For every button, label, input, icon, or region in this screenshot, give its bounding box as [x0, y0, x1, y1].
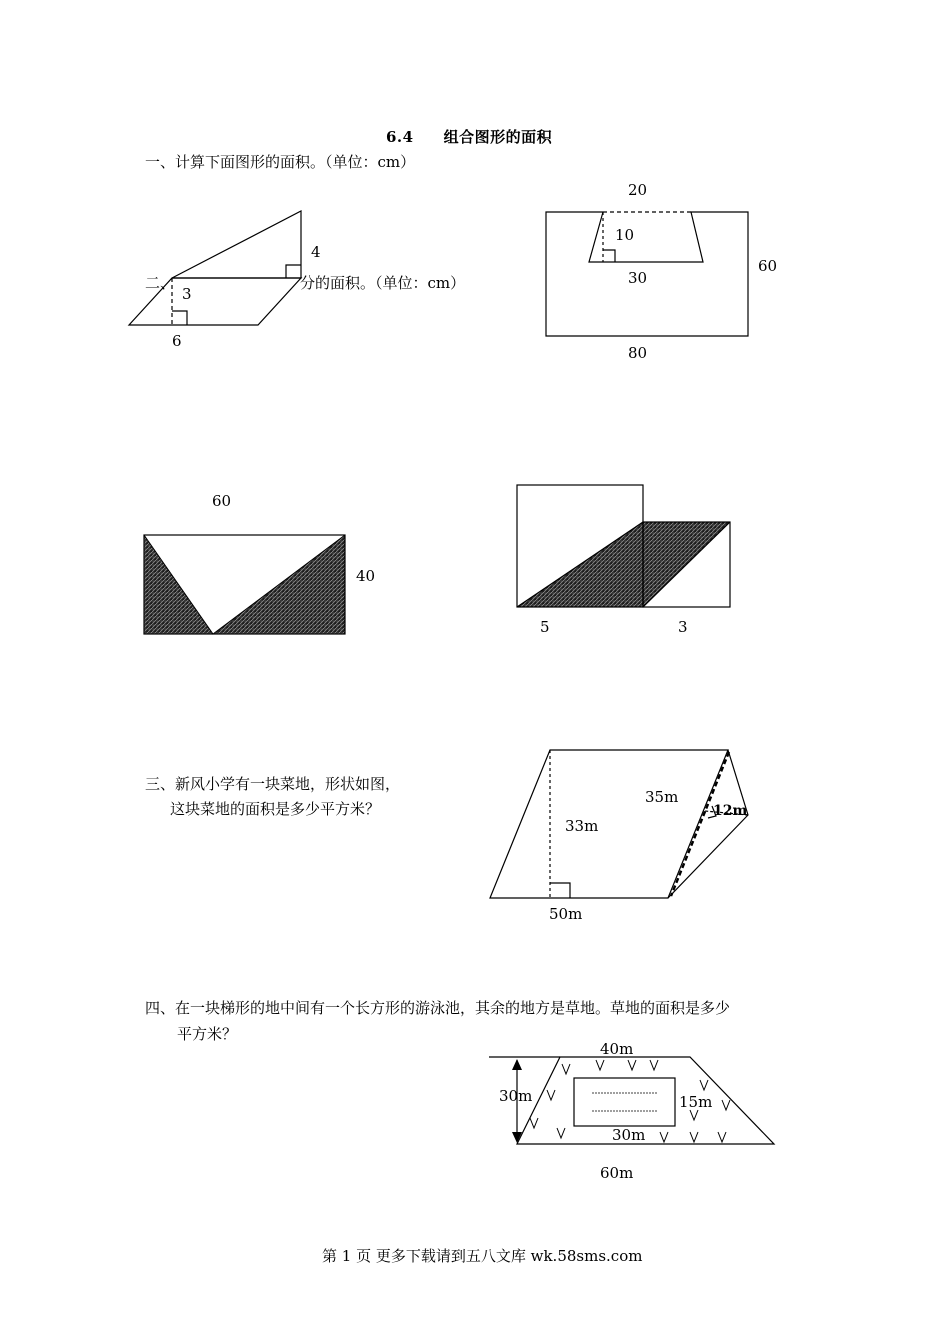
title-text: 组合图形的面积 [443, 128, 553, 146]
figure4-label-3: 3 [678, 618, 688, 636]
section3-line2: 这块菜地的面积是多少平方米？ [170, 800, 381, 818]
section2-heading-prefix: 二、 [145, 274, 176, 292]
section3-line1: 三、新风小学有一块菜地，形状如图， [145, 775, 401, 793]
figure3-label-60: 60 [212, 492, 232, 510]
figure5-label-33m: 33m [565, 817, 599, 835]
figure1-label-3: 3 [182, 285, 192, 303]
figure3-label-40: 40 [356, 567, 376, 585]
section4-line2: 平方米？ [177, 1025, 238, 1043]
figure6-label-30m-height: 30m [499, 1087, 533, 1105]
figure6-trapezoid [517, 1057, 774, 1144]
figure5-label-12m: 12m [713, 803, 748, 819]
figure6-label-15m: 15m [679, 1093, 713, 1111]
section4-line1: 四、在一块梯形的地中间有一个长方形的游泳池，其余的地方是草地。草地的面积是多少 [145, 999, 731, 1017]
figure1-label-6: 6 [172, 332, 182, 350]
figure5-label-50m: 50m [549, 905, 583, 923]
figure2-label-20: 20 [628, 181, 648, 199]
title-number: 6.4 [386, 128, 414, 146]
figure6-label-40m: 40m [600, 1040, 634, 1058]
figure5-label-35m: 35m [645, 788, 679, 806]
figure6-label-30m-width: 30m [612, 1126, 646, 1144]
figure2-label-60: 60 [758, 257, 778, 275]
page-footer: 第 1 页 更多下载请到五八文库 wk.58sms.com [322, 1247, 643, 1265]
figure1-label-4: 4 [311, 243, 321, 261]
figure6-arrow-up [512, 1059, 522, 1070]
figure2-label-80: 80 [628, 344, 648, 362]
figure4-label-5: 5 [540, 618, 550, 636]
figure6-label-60m: 60m [600, 1164, 634, 1182]
figure2-label-10: 10 [615, 226, 635, 244]
section2-heading-suffix: 分的面积。（单位：cm） [300, 274, 466, 292]
section1-heading: 一、计算下面图形的面积。（单位：cm） [145, 153, 416, 171]
figure2-label-30: 30 [628, 269, 648, 287]
figure6-pool [574, 1078, 675, 1126]
